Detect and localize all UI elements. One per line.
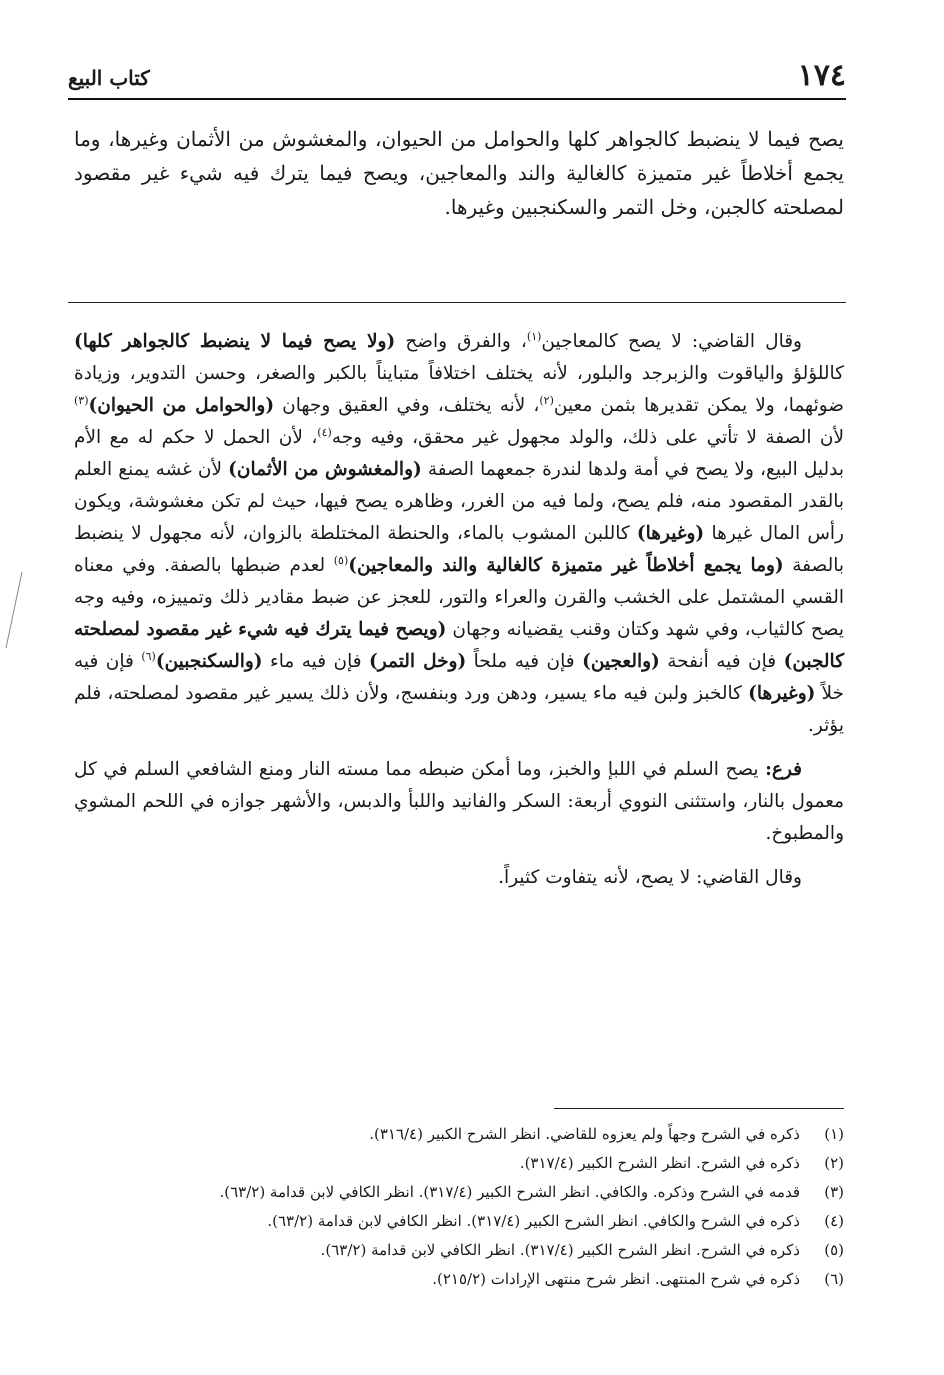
footnote-text: ذكره في الشرح. انظر الشرح الكبير (٣١٧/٤). — [519, 1154, 800, 1172]
bold-phrase: (والسكنجبين) — [155, 651, 263, 672]
footnote-item — [74, 1120, 844, 1149]
text-run: كاللؤلؤ والياقوت والزبرجد والبلور، لأنه يختلف اختلافاً متبايناً بالكبر والصغر، وحسن التدوير، وزيادة ضوئهما، ولا يمكن تقديرها بثمن معين — [74, 363, 844, 416]
bold-phrase: (وغيرها) — [636, 523, 705, 544]
bold-phrase: (والحوامل من الحيوان) — [88, 395, 275, 416]
page-edge-mark — [0, 570, 30, 650]
footnote-ref: (٥) — [333, 553, 349, 567]
bold-phrase: (والمغشوش من الأثمان) — [228, 459, 422, 480]
footnote-number: (٦) — [824, 1270, 844, 1288]
text-run: كالخبز ولبن فيه ماء يسير، ودهن ورد وبنفسج، ولأن ذلك يسير غير مقصود لمصلحته، فلم يؤثر. — [74, 683, 844, 736]
text-run: لأن الصفة لا تأتي على ذلك، والولد مجهول غير محقق، وفيه وجه — [331, 427, 844, 448]
footnote-number: (٥) — [824, 1241, 844, 1259]
footnote-rule — [554, 1108, 844, 1109]
bold-phrase: (ويصح فيما يترك فيه شيء غير مقصود لمصلحته كالجبن) — [74, 619, 845, 672]
header-rule — [68, 98, 846, 100]
commentary-paragraph-3 — [74, 862, 844, 894]
page-number: ١٧٤ — [797, 58, 846, 93]
footnote-item — [74, 1207, 844, 1236]
text-run: وقال القاضي: لا يصح كالمعاجين — [541, 331, 802, 352]
footnote-ref: (٢) — [539, 393, 554, 407]
footnote-ref: (٦) — [141, 649, 156, 663]
main-text — [74, 122, 844, 224]
footnote-number: (٤) — [824, 1212, 844, 1230]
footnote-item — [74, 1265, 844, 1294]
main-text-paragraph: يصح فيما لا ينضبط كالجواهر كلها والحوامل من الحيوان، والمغشوش من الأثمان وغيرها، وما يجمع أخلاطاً غير متميزة كالغالية والند والمعاجين، ويصح فيما يترك فيه شيء غير مقصود لمصلحته كالجبن، وخل التمر والسكنجبين وغيرها. — [74, 127, 844, 219]
footnote-item — [74, 1236, 844, 1265]
text-run: يصح السلم في اللبإ والخبز، وما أمكن ضبطه مما مسته النار ومنع الشافعي السلم في كل معمول بالنار، واستثنى النووي أربعة: السكر والفانيد واللبأ والدبس، والأشهر جوازه في اللحم المشوي والمطبوخ. — [74, 759, 844, 844]
text-run: فإن فيه ملحاً — [466, 651, 583, 672]
footnote-ref: (١) — [526, 329, 542, 343]
text-run: ، لأنه يختلف، وفي العقيق وجهان — [274, 395, 540, 416]
running-header — [68, 58, 846, 102]
footnote-text: ذكره في الشرح وجهاً ولم يعزوه للقاضي. انظر الشرح الكبير (٣١٦/٤). — [369, 1125, 800, 1143]
commentary — [74, 326, 844, 906]
footnote-text: ذكره في شرح المنتهى. انظر شرح منتهى الإرادات (٢١٥/٢). — [432, 1270, 800, 1288]
text-run: فإن فيه أنفحة — [659, 651, 784, 672]
bold-phrase: (وما يجمع أخلاطاً غير متميزة كالغالية والند والمعاجين) — [348, 555, 784, 576]
footnote-number: (٢) — [824, 1154, 844, 1172]
bold-phrase: (والعجين) — [582, 651, 660, 672]
footnote-text: قدمه في الشرح وذكره. والكافي. انظر الشرح الكبير (٣١٧/٤). انظر الكافي لابن قدامة (٦٣/٢). — [219, 1183, 800, 1201]
text-run: ، والفرق واضح — [395, 331, 527, 352]
text-run: لأن غشه يمنع العلم بالقدر المقصود منه، فلم يصح، ولما فيه من الغرر، وظاهره يصح فيها، حيث لم تكن مغشوشة، ويكون رأس المال غيرها — [74, 459, 844, 544]
bold-phrase: (وخل التمر) — [369, 651, 467, 672]
footnote-item — [74, 1178, 844, 1207]
commentary-paragraph-2 — [74, 754, 844, 850]
footnote-number: (٣) — [824, 1183, 844, 1201]
text-run: فإن فيه ماء — [262, 651, 370, 672]
bold-phrase: (ولا يصح فيما لا ينضبط كالجواهر كلها) — [74, 331, 396, 352]
section-divider — [68, 302, 846, 303]
footnote-number: (١) — [824, 1125, 844, 1143]
footnote-ref: (٤) — [317, 425, 332, 439]
text-run: وقال القاضي: لا يصح، لأنه يتفاوت كثيراً. — [498, 867, 802, 888]
footnote-text: ذكره في الشرح. انظر الشرح الكبير (٣١٧/٤). انظر الكافي لابن قدامة (٦٣/٢). — [320, 1241, 800, 1259]
text-run: كاللبن المشوب بالماء، والحنطة المختلطة بالزوان، لأنه مجهول لا ينضبط بالصفة — [74, 523, 844, 576]
footnote-item — [74, 1149, 844, 1178]
footnote-text: ذكره في الشرح والكافي. انظر الشرح الكبير (٣١٧/٤). انظر الكافي لابن قدامة (٦٣/٢). — [267, 1212, 800, 1230]
book-title: كتاب البيع — [68, 66, 150, 90]
footnote-ref: (٣) — [74, 393, 89, 407]
text-run: فإن فيه خلاً — [74, 651, 844, 704]
text-run: لعدم ضبطها بالصفة. وفي معناه القسي المشتمل على الخشب والقرن والعراء والتور، للعجز عن ضبط مقادير ذلك وتمييزه، وفيه وجه يصح كالثياب، وفي شهد وكتان وقنب يقضيانه وجهان — [74, 555, 845, 640]
text-run: ، لأن الحمل لا حكم له مع الأم بدليل البيع، ولا يصح في أمة ولدها لندرة جمعهما الصفة — [74, 427, 844, 480]
bold-phrase: (وغيرها) — [748, 683, 816, 704]
footnotes — [74, 1120, 844, 1294]
commentary-paragraph-1 — [74, 326, 844, 742]
bold-phrase: فرع: — [765, 759, 802, 780]
